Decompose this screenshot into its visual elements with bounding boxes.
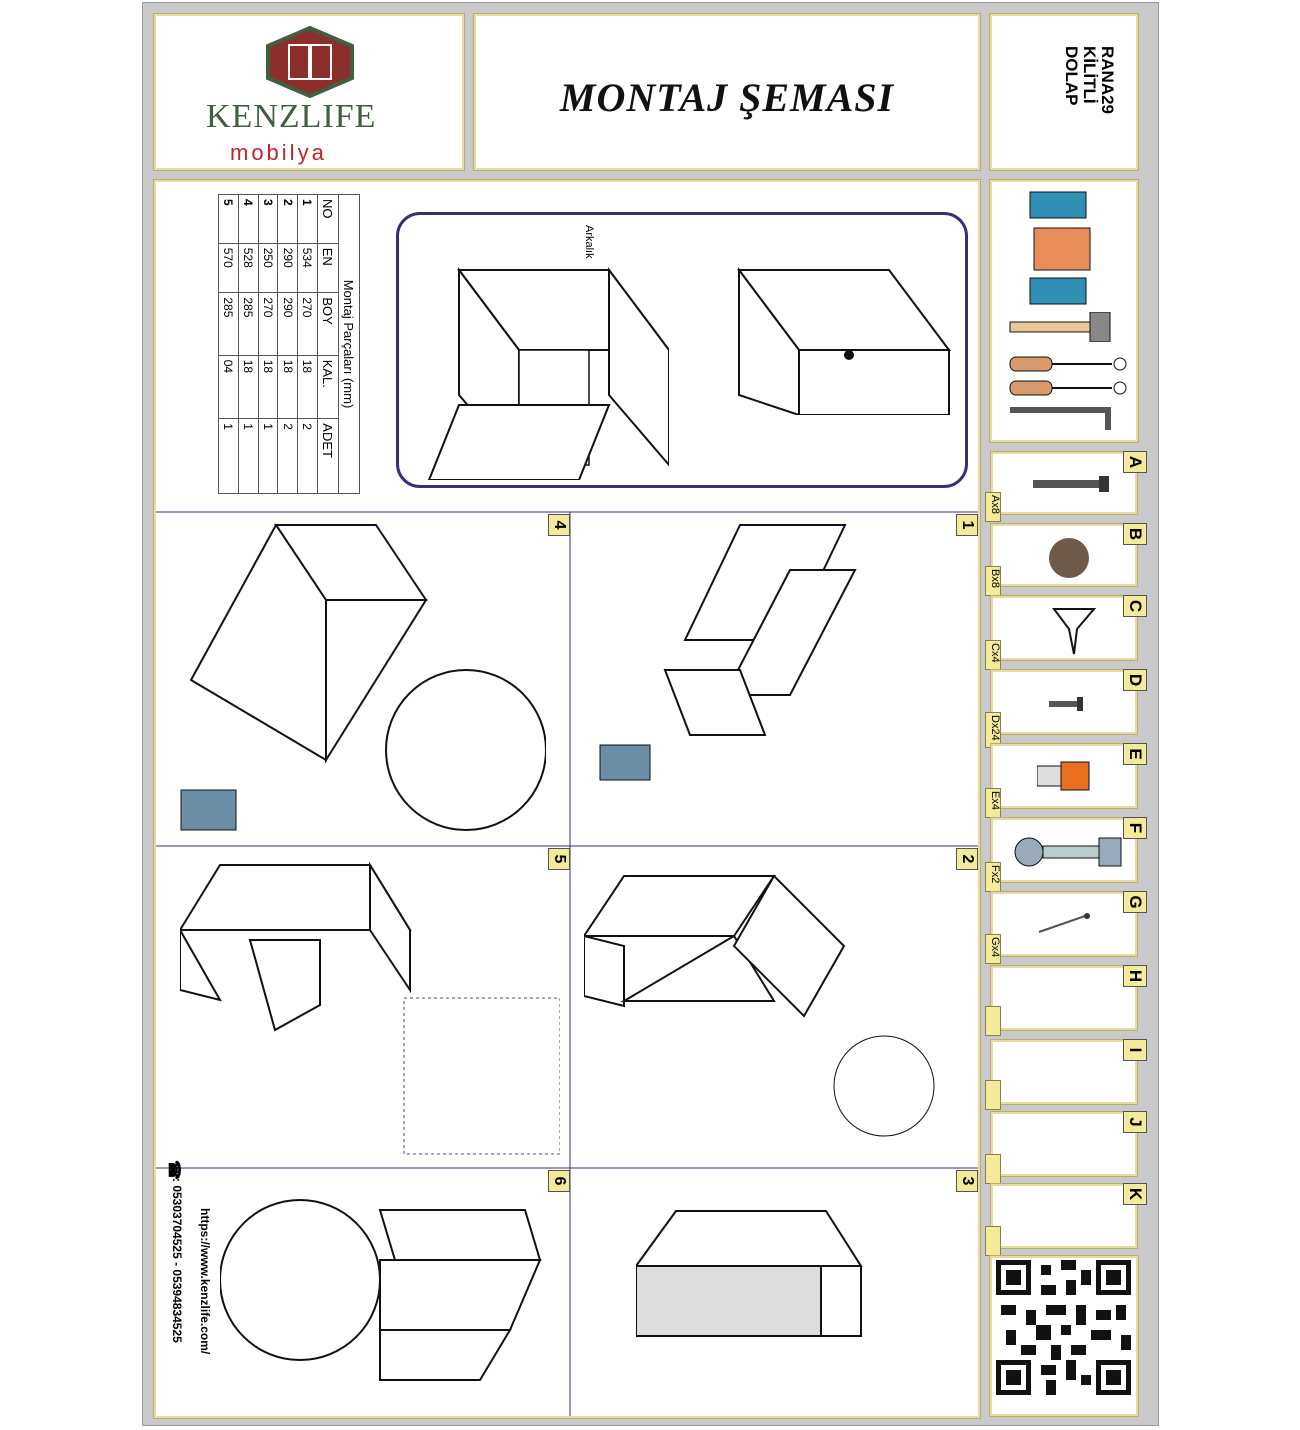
step-2-number: 2: [956, 848, 978, 870]
step-5-number: 5: [548, 848, 570, 870]
table-row: 2 290 290 18 2: [278, 195, 298, 494]
col-kal: KAL.: [317, 355, 338, 419]
page-title: MONTAJ ŞEMASI: [559, 75, 895, 120]
step-5-drawing: [180, 860, 560, 1160]
table-row: 1 534 270 18 2: [298, 195, 318, 494]
cabinet-assembled-icon: [709, 255, 959, 415]
hardware-k: [991, 1184, 1137, 1248]
hardware-qty-i: [985, 1080, 1001, 1110]
col-no: NO: [317, 195, 338, 244]
allen-key-icon: [1008, 402, 1118, 432]
hardware-qty-a: Ax8: [985, 492, 1001, 522]
step-6-number: 6: [548, 1170, 570, 1192]
cabinet-exploded-icon: [419, 255, 669, 480]
hardware-letter-i: I: [1123, 1039, 1147, 1061]
col-en: EN: [317, 243, 338, 293]
product-line-1: RANA29: [1098, 46, 1117, 115]
hardware-g: [991, 892, 1137, 956]
leg-icon: [1049, 604, 1099, 656]
hardware-letter-b: B: [1123, 523, 1147, 545]
phone-numbers: : 05303704525 - 05394834525: [170, 1178, 184, 1343]
tools-panel: [990, 180, 1138, 442]
hardware-b: [991, 524, 1137, 586]
title-panel: [474, 14, 980, 170]
hardware-f: [991, 818, 1137, 882]
screwdriver-flat-icon: [1008, 378, 1128, 398]
step-1-drawing: [590, 520, 930, 820]
hardware-letter-c: C: [1123, 595, 1147, 617]
hardware-j: [991, 1112, 1137, 1176]
short-screw-icon: [1049, 696, 1089, 712]
product-name: [1062, 46, 1116, 114]
hardware-letter-f: F: [1123, 817, 1147, 839]
hardware-letter-h: H: [1123, 965, 1147, 987]
website-link[interactable]: https://www.kenzlife.com/: [198, 1208, 212, 1355]
hardware-letter-a: A: [1123, 451, 1147, 473]
hardware-qty-b: Bx8: [985, 566, 1001, 596]
hardware-qty-f: Fx2: [985, 862, 1001, 892]
hardware-qty-g: Gx4: [985, 934, 1001, 964]
long-screw-icon: [1033, 474, 1113, 494]
hardware-h: [991, 966, 1137, 1030]
hammer-icon: [1008, 312, 1118, 342]
hardware-letter-j: J: [1123, 1111, 1147, 1133]
logo-panel: [154, 14, 464, 170]
hardware-d: [991, 670, 1137, 734]
hardware-qty-k: [985, 1226, 1001, 1256]
hardware-qty-e: Ex4: [985, 788, 1001, 818]
step-6-drawing: [220, 1190, 560, 1390]
product-panel: [990, 14, 1138, 170]
hardware-letter-d: D: [1123, 669, 1147, 691]
hardware-i: [991, 1040, 1137, 1104]
brand-logo-icon: [264, 26, 356, 98]
nail-icon: [1037, 912, 1093, 936]
step-3-drawing: [636, 1206, 876, 1356]
cap-icon: [1047, 536, 1091, 580]
parts-caption: Montaj Parçaları (mm): [338, 195, 359, 494]
product-line-2: KİLİTLİ: [1080, 46, 1099, 104]
parts-table: [218, 194, 360, 494]
hardware-c: [991, 596, 1137, 660]
brand-subtitle: mobilya: [230, 140, 327, 165]
overview-box: [396, 212, 968, 488]
brand-name: KENZLIFE: [206, 98, 377, 135]
qr-code-icon[interactable]: [996, 1260, 1131, 1395]
hardware-qty-c: Cx4: [985, 640, 1001, 670]
step-3-number: 3: [956, 1170, 978, 1192]
back-panel-label: Arkalık: [583, 225, 595, 259]
hardware-letter-e: E: [1123, 743, 1147, 765]
workers-icon: [1022, 188, 1112, 312]
hardware-qty-h: [985, 1006, 1001, 1036]
col-boy: BOY: [317, 293, 338, 355]
table-row: 4 528 285 18 1: [238, 195, 258, 494]
screwdriver-icon: [1008, 354, 1128, 374]
table-row: 5 570 285 04 1: [219, 195, 239, 494]
col-adet: ADET: [317, 419, 338, 494]
hardware-e: [991, 744, 1137, 808]
hinge-icon: [1013, 832, 1125, 872]
hardware-qty-j: [985, 1154, 1001, 1184]
hardware-qty-d: Dx24: [985, 712, 1001, 748]
step-2-drawing: [584, 866, 964, 1166]
hardware-letter-k: K: [1123, 1183, 1147, 1205]
hardware-a: [991, 452, 1137, 514]
step-4-drawing: [176, 520, 546, 840]
step-1-number: 1: [956, 514, 978, 536]
contact-block: [166, 1160, 216, 1410]
table-row: 3 250 270 18 1: [258, 195, 278, 494]
step-4-number: 4: [548, 514, 570, 536]
hardware-letter-g: G: [1123, 891, 1147, 913]
shelf-pin-icon: [1037, 758, 1093, 794]
phone-icon: ☎: [165, 1160, 182, 1180]
product-line-3: DOLAP: [1062, 46, 1081, 106]
